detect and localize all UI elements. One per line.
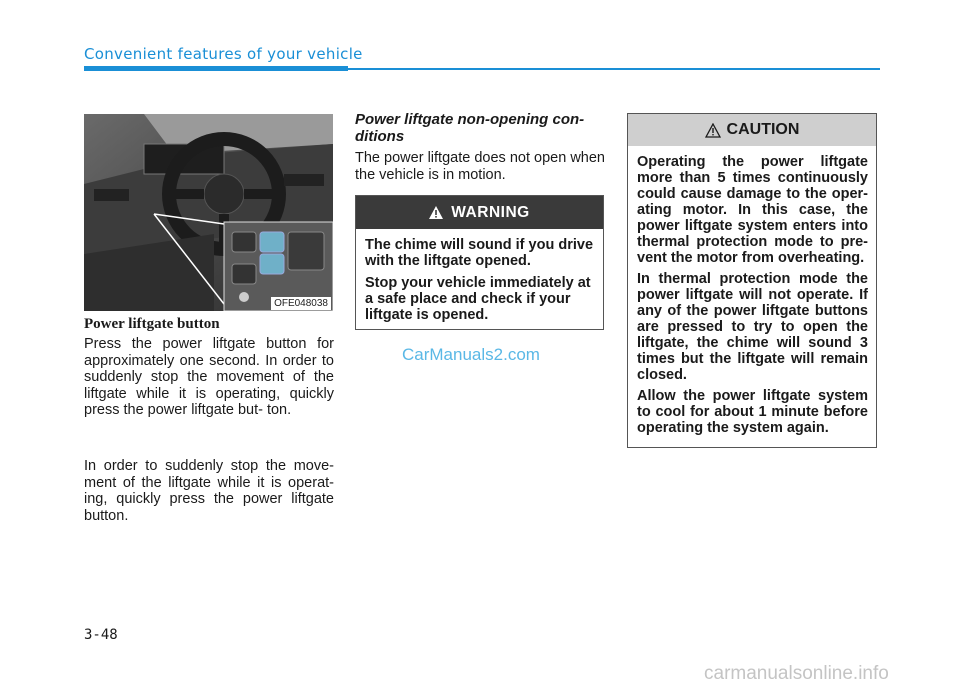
caution-text: In thermal protection mode the power liftgate will not operate. If any of the power liftgate buttons are pressed to try to open the liftgate, the chime will sound 3 times but the liftgate will remain closed. (637, 271, 868, 383)
header-accent-bar (84, 66, 348, 71)
caution-header (628, 114, 876, 146)
warning-text: The chime will sound if you drive with the liftgate opened. (365, 237, 594, 269)
warning-title: WARNING (451, 203, 530, 221)
caution-text: Operating the power liftgate more than 5 times continuously could cause damage to the oper- ating motor. In this case, the power liftgate system enters into thermal protection mode to pre- vent the motor from overheating. (637, 154, 868, 266)
caution-title: CAUTION (726, 121, 800, 138)
paragraph: The power liftgate does not open when the vehicle is in motion. (355, 150, 605, 183)
warning-header (356, 196, 603, 229)
page-number: 3-48 (84, 627, 118, 643)
paragraph: Press the power liftgate button for approximately one second. In order to suddenly stop the movement of the liftgate while it is operating, quickly press the power liftgate but- ton. (84, 336, 334, 418)
warning-body (356, 229, 603, 323)
subsection-heading: Power liftgate button (84, 316, 220, 332)
caution-box (627, 113, 877, 448)
header-rule (348, 68, 880, 70)
caution-body (628, 146, 876, 436)
dashboard-photo (84, 114, 333, 311)
warning-triangle-icon (429, 206, 443, 219)
section-heading: Power liftgate non-opening con- ditions (355, 111, 585, 145)
watermark-link[interactable]: CarManuals2.com (402, 345, 540, 364)
image-code: OFE048038 (271, 297, 331, 310)
caution-triangle-icon (705, 123, 721, 138)
dashboard-illustration (84, 114, 333, 311)
warning-box (355, 195, 604, 330)
footer-watermark: carmanualsonline.info (704, 663, 889, 684)
section-title: Convenient features of your vehicle (84, 45, 363, 63)
paragraph: In order to suddenly stop the move- ment of the liftgate while it is operat- ing, quickly press the power liftgate button. (84, 458, 334, 524)
warning-text: Stop your vehicle immediately at a safe place and check if your liftgate is opened. (365, 275, 591, 323)
caution-text: Allow the power liftgate system to cool for about 1 minute before operating the system again. (637, 388, 868, 436)
